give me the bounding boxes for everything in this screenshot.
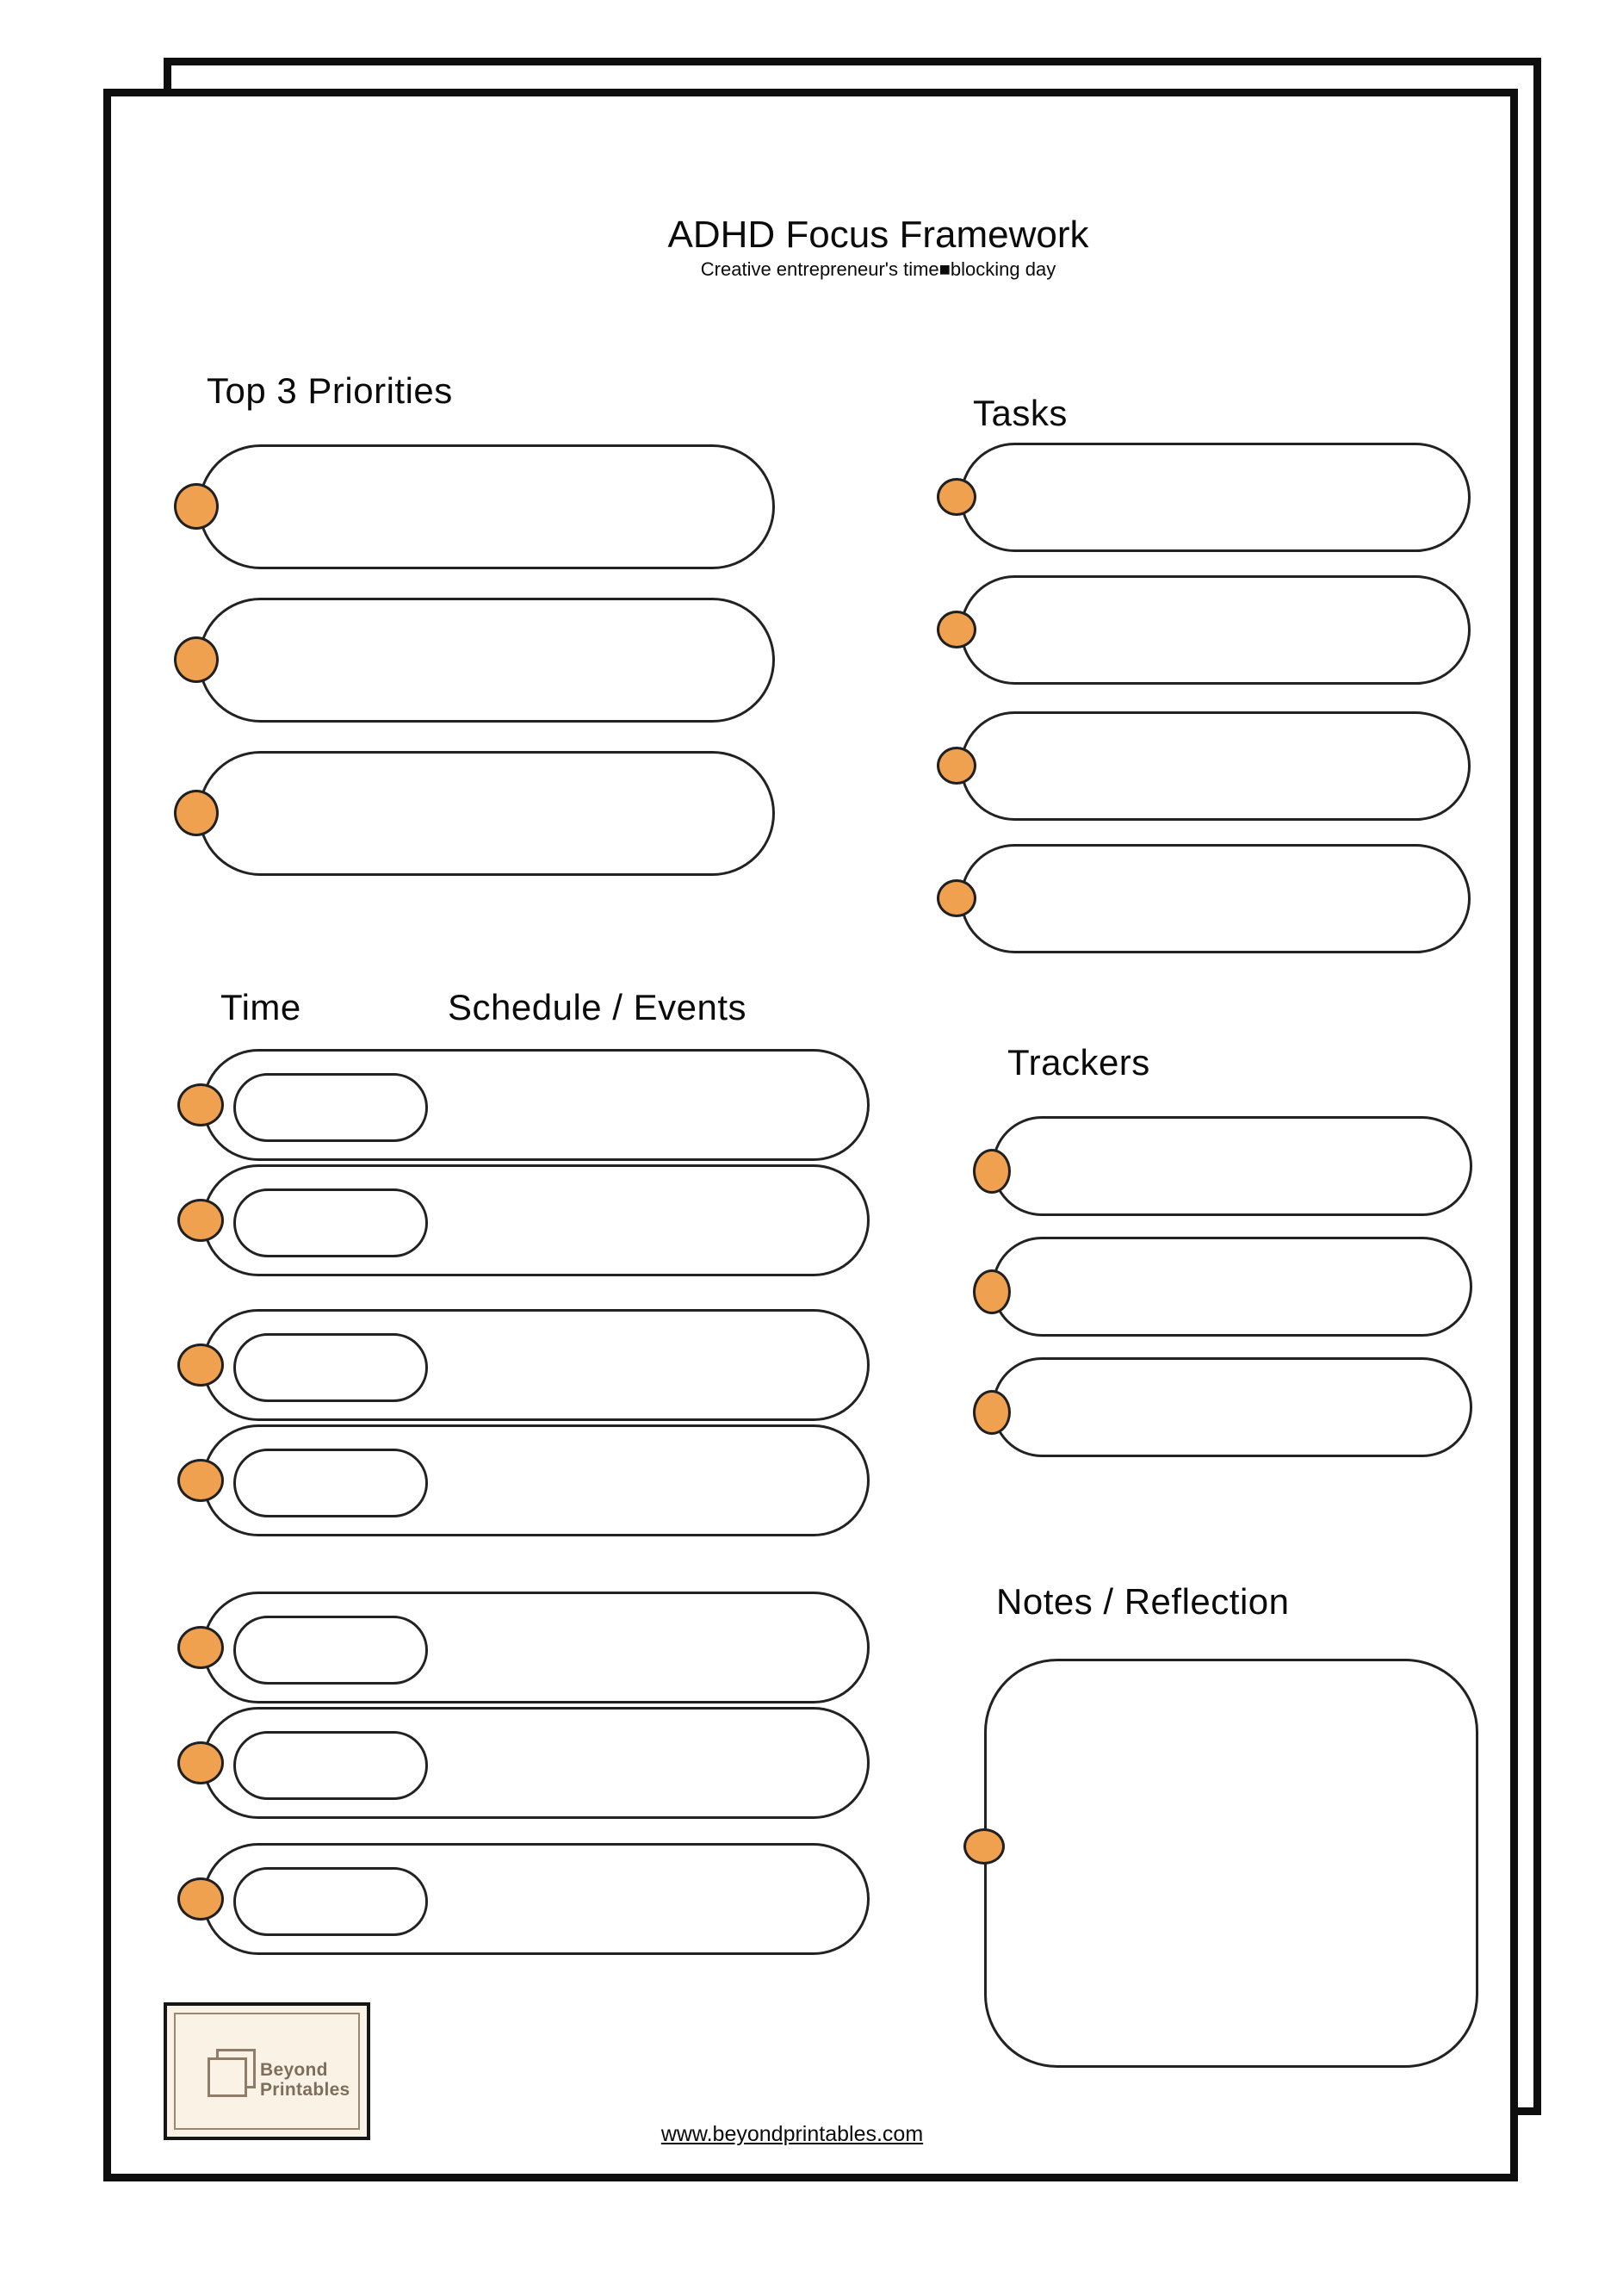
schedule-row[interactable]: [202, 1843, 870, 1955]
bullet-dot-icon: [973, 1149, 1011, 1194]
time-field[interactable]: [233, 1333, 428, 1402]
task-field[interactable]: [960, 711, 1471, 821]
time-field[interactable]: [233, 1073, 428, 1142]
bullet-dot-icon: [973, 1269, 1011, 1314]
bullet-dot-icon: [177, 1626, 224, 1669]
brand-logo: [164, 2002, 370, 2140]
notes-heading: Notes / Reflection: [996, 1581, 1290, 1622]
bullet-dot-icon: [937, 747, 976, 785]
bullet-dot-icon: [937, 478, 976, 516]
tasks-heading: Tasks: [973, 393, 1068, 433]
notes-field[interactable]: [984, 1659, 1478, 2068]
bullet-dot-icon: [973, 1390, 1011, 1435]
page-title: ADHD Focus Framework: [667, 214, 1089, 256]
time-field[interactable]: [233, 1616, 428, 1685]
task-field[interactable]: [960, 443, 1471, 552]
bullet-dot-icon: [174, 636, 219, 683]
tracker-field[interactable]: [992, 1237, 1472, 1337]
priority-field[interactable]: [198, 751, 775, 876]
time-field[interactable]: [233, 1731, 428, 1800]
schedule-row[interactable]: [202, 1309, 870, 1421]
stacked-pages-icon: [208, 2057, 247, 2097]
schedule-row[interactable]: [202, 1424, 870, 1536]
time-field[interactable]: [233, 1188, 428, 1257]
schedule-row[interactable]: [202, 1707, 870, 1819]
bullet-dot-icon: [937, 611, 976, 648]
logo-wordmark-line2: Printables: [260, 2080, 350, 2100]
bullet-dot-icon: [937, 879, 976, 917]
website-link[interactable]: www.beyondprintables.com: [660, 2122, 924, 2146]
priorities-heading: Top 3 Priorities: [207, 370, 453, 411]
time-field[interactable]: [233, 1449, 428, 1517]
bullet-dot-icon: [177, 1083, 224, 1126]
logo-wordmark: [260, 2060, 350, 2100]
time-field[interactable]: [233, 1867, 428, 1936]
trackers-heading: Trackers: [1007, 1042, 1150, 1083]
bullet-dot-icon: [963, 1828, 1005, 1865]
schedule-row[interactable]: [202, 1049, 870, 1161]
priority-field[interactable]: [198, 444, 775, 569]
bullet-dot-icon: [174, 790, 219, 836]
priority-field[interactable]: [198, 598, 775, 723]
bullet-dot-icon: [177, 1199, 224, 1242]
schedule-row[interactable]: [202, 1592, 870, 1703]
time-heading: Time: [220, 987, 301, 1027]
bullet-dot-icon: [177, 1343, 224, 1387]
bullet-dot-icon: [177, 1459, 224, 1502]
tracker-field[interactable]: [992, 1116, 1472, 1216]
schedule-events-heading: Schedule / Events: [448, 987, 747, 1027]
tracker-field[interactable]: [992, 1357, 1472, 1457]
logo-wordmark-line1: Beyond: [260, 2060, 328, 2080]
bullet-dot-icon: [177, 1877, 224, 1921]
bullet-dot-icon: [174, 483, 219, 530]
schedule-row[interactable]: [202, 1164, 870, 1276]
bullet-dot-icon: [177, 1741, 224, 1784]
task-field[interactable]: [960, 575, 1471, 685]
page-subtitle: Creative entrepreneur's time■blocking day: [700, 258, 1056, 280]
task-field[interactable]: [960, 844, 1471, 953]
